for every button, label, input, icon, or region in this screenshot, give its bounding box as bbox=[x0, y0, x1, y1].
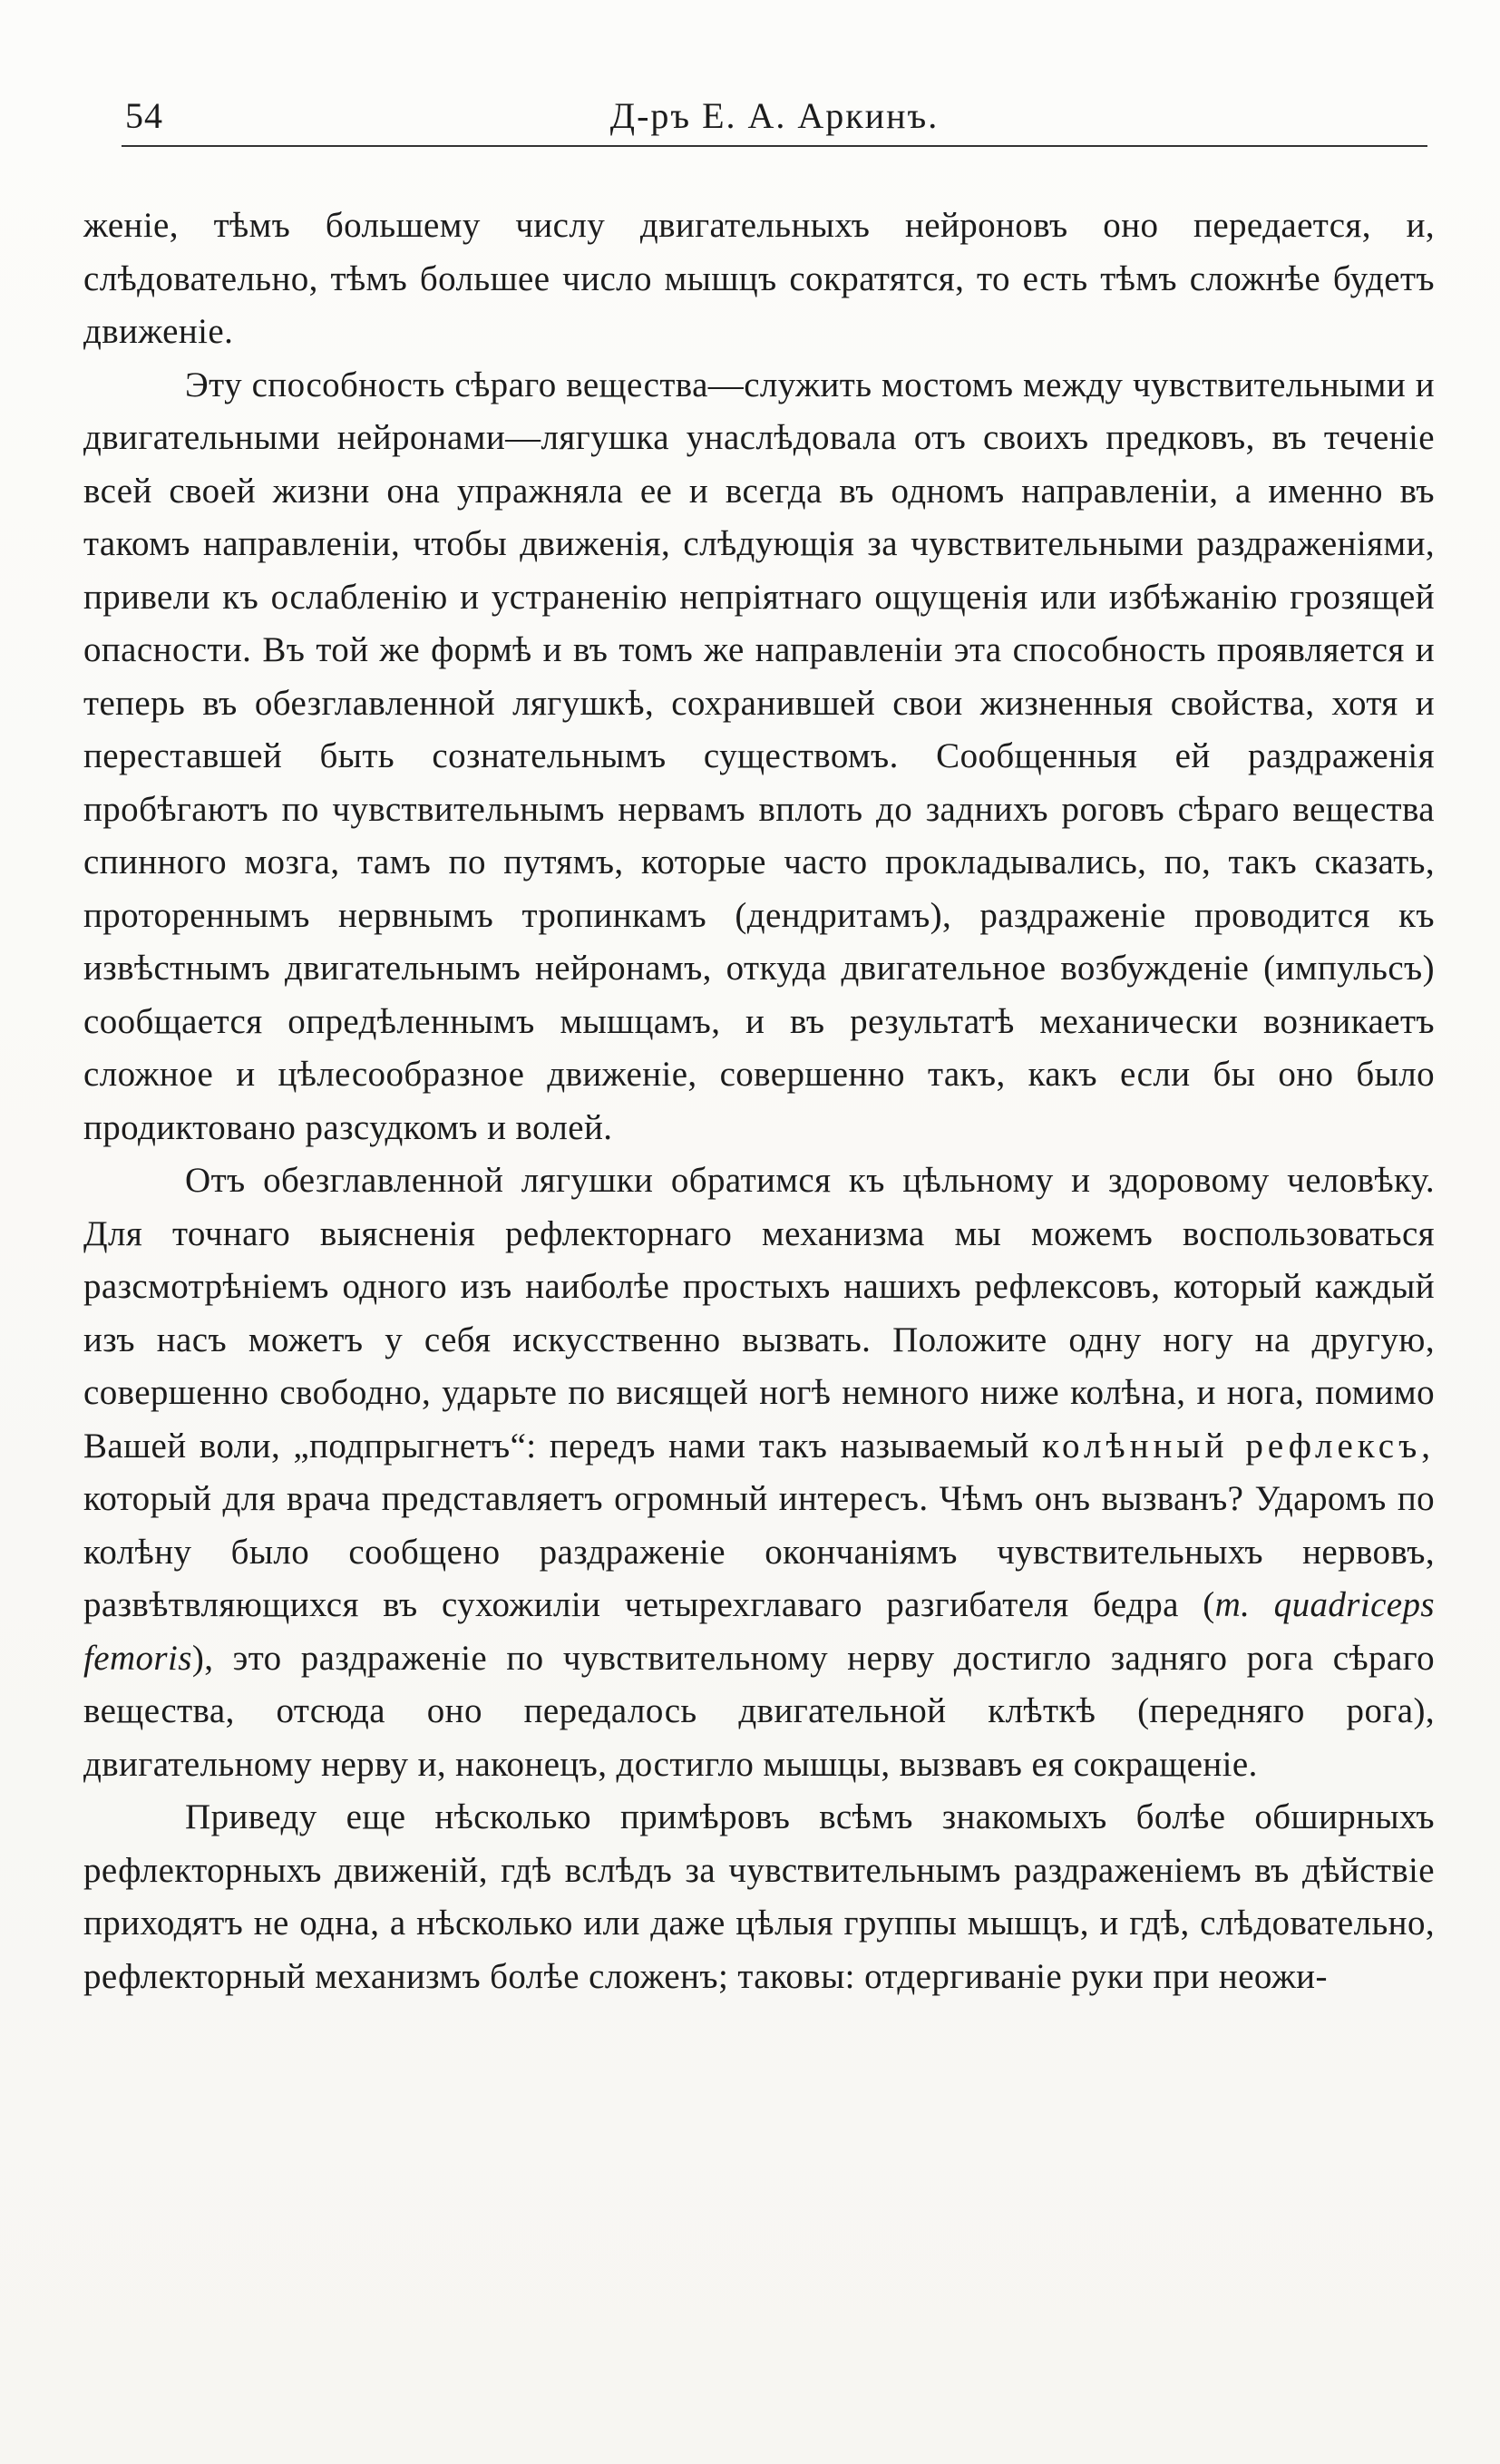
latin-term-quadriceps: m. quadriceps femoris bbox=[83, 1585, 1435, 1678]
page-number: 54 bbox=[125, 95, 163, 136]
paragraph-complex-reflexes: Приведу еще нѣсколько примѣровъ всѣмъ знакомыхъ болѣе обширныхъ рефлекторныхъ движеній, гдѣ вслѣдъ за чувствительнымъ раздраженіемъ въ дѣйствіе приходятъ не одна, а нѣсколько или даже цѣлыя группы мышцъ, и гдѣ, слѣдовательно, рефлекторный механизмъ болѣе сложенъ; таковы: отдергиваніе руки при неожи- bbox=[83, 1797, 1435, 1996]
running-title: Д-ръ Е. А. Аркинъ. bbox=[609, 95, 940, 136]
paragraph-knee-reflex-part-c: ), это раздраженіе по чувствительному нерву достигло задняго рога сѣраго вещества, отсюда оно передалось двигательной клѣткѣ (передняго рога), двигательному нерву и, наконецъ, достигло мышцы, вызвавъ ея сокращеніе. bbox=[83, 1638, 1435, 1784]
paragraph-knee-reflex-part-b: который для врача представляетъ огромный интересъ. Чѣмъ онъ вызванъ? Ударомъ по колѣну было сообщено раздраженіе окончаніямъ чувствительныхъ нервовъ, развѣтвляющихся въ сухожиліи четырехглаваго разгибателя бедра ( bbox=[83, 1479, 1435, 1624]
paragraph-knee-reflex-part-a: Отъ обезглавленной лягушки обратимся къ цѣльному и здоровому человѣку. Для точнаго выясненія рефлекторнаго механизма мы можемъ воспользоваться разсмотрѣніемъ одного изъ наиболѣе простыхъ нашихъ рефлексовъ, который каждый изъ насъ можетъ у себя искусственно вызвать. Положите одну ногу на другую, совершенно свободно, ударьте по висящей ногѣ немного ниже колѣна, и нога, помимо Вашей воли, „подпрыгнетъ“: передъ нами такъ называемый bbox=[83, 1161, 1435, 1466]
paragraph-grey-matter: Эту способность сѣраго вещества—служить мостомъ между чувствительными и двигательными нейронами—лягушка унаслѣдовала отъ своихъ предковъ, въ теченіе всей своей жизни она упражняла ее и всегда въ одномъ направленіи, а именно въ такомъ направленіи, чтобы движенія, слѣдующія за чувствительными раздраженіями, привели къ ослабленію и устраненію непріятнаго ощущенія или избѣжанію грозящей опасности. Въ той же формѣ и въ томъ же направленіи эта способность проявляется и теперь въ обезглавленной лягушкѣ, сохранившей свои жизненныя свойства, хотя и переставшей быть сознательнымъ существомъ. Сообщенныя ей раздраженія пробѣгаютъ по чувствительнымъ нервамъ вплоть до заднихъ роговъ сѣраго вещества спинного мозга, тамъ по путямъ, которые часто прокладывались, по, такъ сказать, протореннымъ нервнымъ тропинкамъ (дендритамъ), раздраженіе проводится къ извѣстнымъ двигательнымъ нейронамъ, откуда двигательное возбужденіе (импульсъ) сообщается опредѣленнымъ мышцамъ, и въ результатѣ механически возникаетъ сложное и цѣлесообразное движеніе, совершенно такъ, какъ если бы оно было продиктовано разсудкомъ и волей. bbox=[83, 365, 1435, 1147]
paragraph-continuation: женіе, тѣмъ большему числу двигательныхъ нейроновъ оно передается, и, слѣдовательно, тѣмъ большее число мышцъ сократятся, то есть тѣмъ сложнѣе будетъ движеніе. bbox=[83, 206, 1435, 351]
page-header bbox=[122, 89, 1427, 147]
spaced-term-knee-reflex: колѣнный рефлексъ, bbox=[1042, 1426, 1435, 1466]
body-text bbox=[83, 200, 1435, 2003]
paragraph-knee-reflex bbox=[83, 1154, 1435, 1791]
